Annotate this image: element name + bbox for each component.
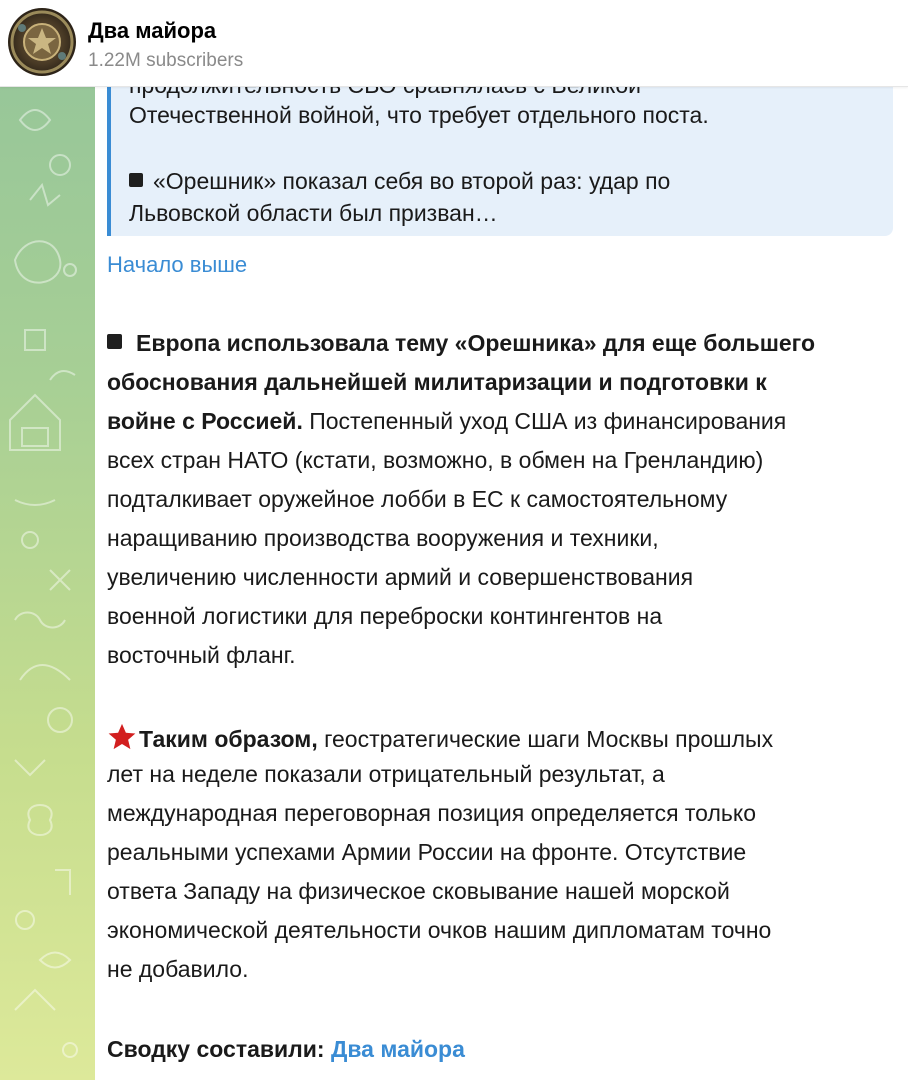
text-line: обоснования дальнейшей милитаризации и подготовки к (107, 369, 767, 395)
reply-line: Львовской области был призван… (129, 200, 498, 226)
channel-avatar[interactable] (8, 8, 76, 76)
chat-header[interactable] (0, 0, 908, 87)
reply-quote[interactable] (107, 86, 893, 236)
reply-line: «Орешник» показал себя во второй раз: удар по (129, 168, 670, 195)
text-line: увеличению численности армий и совершенствования (107, 564, 694, 590)
text-line: ответа Западу на физическое сковывание нашей морской (107, 878, 730, 904)
wallpaper-doodles (0, 0, 95, 1080)
text-line: наращиванию производства вооружения и техники, (107, 525, 659, 551)
footer-credits (107, 1036, 465, 1063)
text-line: подталкивает оружейное лобби в ЕС к самостоятельному (107, 486, 728, 512)
credits-label: Сводку составили: (107, 1036, 325, 1062)
text-line: восточный фланг. (107, 642, 296, 668)
avatar-emblem-icon (8, 8, 76, 76)
text-line: реальными успехами Армии России на фронте. Отсутствие (107, 839, 747, 865)
text-line: войне с Россией. Постепенный уход США из финансирования (107, 408, 787, 434)
reply-line: Отечественной войной, что требует отдельного поста. (129, 102, 709, 128)
text-line: экономической деятельности очков нашим дипломатам точно (107, 917, 772, 943)
red-star-icon (107, 722, 137, 752)
text-line: Европа использовала тему «Орешника» для еще большего (107, 330, 815, 357)
text-line: Таким образом, геостратегические шаги Москвы прошлых (107, 722, 773, 753)
black-square-icon (107, 334, 122, 349)
channel-title[interactable]: Два майора (88, 18, 217, 43)
text-line: военной логистики для переброски контингентов на (107, 603, 663, 629)
text-line: лет на неделе показали отрицательный результат, а (107, 761, 665, 787)
read-above-link[interactable]: Начало выше (107, 252, 248, 277)
message-bubble (95, 86, 908, 1080)
text-line: международная переговорная позиция определяется только (107, 800, 756, 826)
chat-wallpaper (0, 0, 95, 1080)
text-line: всех стран НАТО (кстати, возможно, в обмен на Гренландию) (107, 447, 764, 473)
subscriber-count: 1.22M subscribers (88, 50, 244, 71)
text-line: не добавило. (107, 956, 249, 982)
channel-link[interactable]: Два майора (330, 1036, 465, 1062)
black-square-icon (129, 173, 143, 187)
